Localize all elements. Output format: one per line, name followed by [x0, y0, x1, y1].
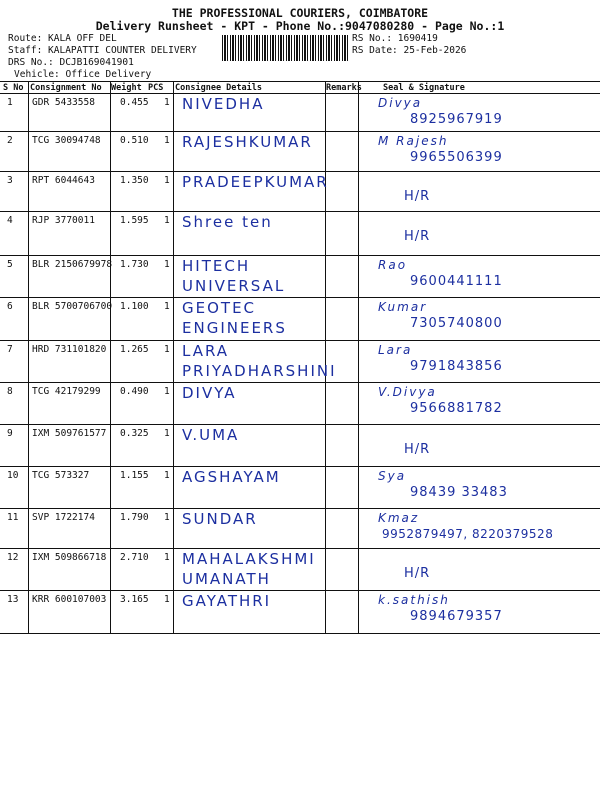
header-consignee: Consignee Details [175, 83, 262, 93]
cell-pcs: 1 [164, 470, 170, 481]
route-label: Route: KALA OFF DEL [8, 33, 117, 44]
consignee-name: ENGINEERS [182, 319, 287, 337]
cell-sno: 12 [7, 552, 19, 563]
table-header-rule [0, 93, 600, 94]
column-divider [173, 81, 174, 633]
consignee-name: AGSHAYAM [182, 468, 281, 486]
cell-pcs: 1 [164, 428, 170, 439]
row-divider [0, 466, 600, 467]
cell-weight: 0.455 [120, 97, 149, 108]
header-weight: Weight [111, 83, 142, 93]
cell-sno: 8 [7, 386, 13, 397]
phone-number: 98439 33483 [410, 485, 508, 500]
cell-pcs: 1 [164, 301, 170, 312]
vehicle-label: Vehicle: Office Delivery [14, 69, 152, 80]
column-divider [358, 81, 359, 633]
row-divider [0, 508, 600, 509]
cell-weight: 0.490 [120, 386, 149, 397]
cell-consignment: TCG 573327 [32, 470, 90, 481]
column-divider [325, 81, 326, 633]
signature: M Rajesh [378, 134, 449, 148]
cell-pcs: 1 [164, 97, 170, 108]
row-divider [0, 171, 600, 172]
cell-pcs: 1 [164, 135, 170, 146]
row-divider [0, 382, 600, 383]
cell-weight: 3.165 [120, 594, 149, 605]
cell-sno: 2 [7, 135, 13, 146]
column-divider [28, 81, 29, 633]
row-divider [0, 297, 600, 298]
row-divider [0, 590, 600, 591]
cell-consignment: SVP 1722174 [32, 512, 95, 523]
cell-consignment: TCG 30094748 [32, 135, 101, 146]
staff-label: Staff: KALAPATTI COUNTER DELIVERY [8, 45, 197, 56]
signature: Sya [378, 469, 407, 483]
phone-number: 7305740800 [410, 316, 503, 331]
cell-weight: 1.265 [120, 344, 149, 355]
cell-pcs: 1 [164, 386, 170, 397]
phone-number: 9566881782 [410, 401, 503, 416]
cell-pcs: 1 [164, 552, 170, 563]
rs-date: RS Date: 25-Feb-2026 [352, 45, 467, 56]
cell-weight: 2.710 [120, 552, 149, 563]
cell-consignment: BLR 5700706700 [32, 301, 113, 312]
cell-sno: 9 [7, 428, 13, 439]
cell-sno: 5 [7, 259, 13, 270]
phone-number: 8925967919 [410, 112, 503, 127]
cell-sno: 13 [7, 594, 19, 605]
cell-consignment: KRR 600107003 [32, 594, 107, 605]
cell-sno: 4 [7, 215, 13, 226]
cell-pcs: 1 [164, 259, 170, 270]
drs-label: DRS No.: DCJB169041901 [8, 57, 134, 68]
signature: Rao [378, 258, 408, 272]
header-sno: S No [3, 83, 24, 93]
consignee-name: DIVYA [182, 384, 237, 402]
cell-pcs: 1 [164, 512, 170, 523]
cell-consignment: BLR 2150679978 [32, 259, 113, 270]
cell-weight: 1.790 [120, 512, 149, 523]
cell-weight: 1.350 [120, 175, 149, 186]
signature: Kmaz [378, 511, 420, 525]
row-divider [0, 255, 600, 256]
cell-weight: 1.730 [120, 259, 149, 270]
cell-pcs: 1 [164, 344, 170, 355]
cell-weight: 1.595 [120, 215, 149, 226]
row-divider [0, 548, 600, 549]
signature: Lara [378, 343, 413, 357]
cell-weight: 0.510 [120, 135, 149, 146]
hr-mark: H/R [404, 229, 431, 244]
phone-number: 9965506399 [410, 150, 503, 165]
header-pcs: PCS [148, 83, 164, 93]
consignee-name: PRIYADHARSHINI [182, 362, 337, 380]
consignee-name: NIVEDHA [182, 95, 265, 113]
row-divider [0, 211, 600, 212]
company-title: THE PROFESSIONAL COURIERS, COIMBATORE [171, 6, 429, 20]
phone-number: 9894679357 [410, 609, 503, 624]
consignee-name: RAJESHKUMAR [182, 133, 313, 151]
consignee-name: UNIVERSAL [182, 277, 286, 295]
cell-pcs: 1 [164, 215, 170, 226]
consignee-name: GAYATHRI [182, 592, 272, 610]
consignee-name: SUNDAR [182, 510, 258, 528]
signature: Divya [378, 96, 423, 110]
signature: Kumar [378, 300, 428, 314]
row-divider [0, 340, 600, 341]
signature: V.Divya [378, 385, 437, 399]
signature: k.sathish [378, 593, 450, 607]
cell-consignment: GDR 5433558 [32, 97, 95, 108]
consignee-name: MAHALAKSHMI [182, 550, 316, 568]
consignee-name: V.UMA [182, 426, 240, 444]
cell-sno: 10 [7, 470, 19, 481]
cell-weight: 1.155 [120, 470, 149, 481]
cell-consignment: TCG 42179299 [32, 386, 101, 397]
phone-number: 9791843856 [410, 359, 503, 374]
cell-weight: 1.100 [120, 301, 149, 312]
rs-number: RS No.: 1690419 [352, 33, 438, 44]
phone-number: 9952879497, 8220379528 [382, 527, 554, 541]
row-divider [0, 424, 600, 425]
cell-sno: 6 [7, 301, 13, 312]
consignee-name: PRADEEPKUMAR [182, 173, 329, 191]
cell-sno: 1 [7, 97, 13, 108]
cell-consignment: RPT 6044643 [32, 175, 95, 186]
cell-pcs: 1 [164, 175, 170, 186]
runsheet-subtitle: Delivery Runsheet - KPT - Phone No.:9047080280 - Page No.:1 [95, 19, 505, 33]
consignee-name: UMANATH [182, 570, 271, 588]
cell-pcs: 1 [164, 594, 170, 605]
header-consignment: Consignment No [30, 83, 102, 93]
row-divider [0, 131, 600, 132]
phone-number: 9600441111 [410, 274, 503, 289]
row-divider [0, 633, 600, 634]
header-seal: Seal & Signature [383, 83, 465, 93]
cell-consignment: RJP 3770011 [32, 215, 95, 226]
consignee-name: Shree ten [182, 213, 273, 231]
hr-mark: H/R [404, 442, 431, 457]
cell-sno: 11 [7, 512, 19, 523]
table-top-rule [0, 81, 600, 82]
consignee-name: GEOTEC [182, 299, 257, 317]
consignee-name: LARA [182, 342, 230, 360]
cell-sno: 7 [7, 344, 13, 355]
cell-weight: 0.325 [120, 428, 149, 439]
cell-consignment: IXM 509761577 [32, 428, 107, 439]
barcode [222, 35, 348, 61]
consignee-name: HITECH [182, 257, 251, 275]
hr-mark: H/R [404, 189, 431, 204]
hr-mark: H/R [404, 566, 431, 581]
cell-consignment: HRD 731101820 [32, 344, 107, 355]
cell-sno: 3 [7, 175, 13, 186]
cell-consignment: IXM 509866718 [32, 552, 107, 563]
header-remarks: Remarks [326, 83, 362, 93]
column-divider [110, 81, 111, 633]
